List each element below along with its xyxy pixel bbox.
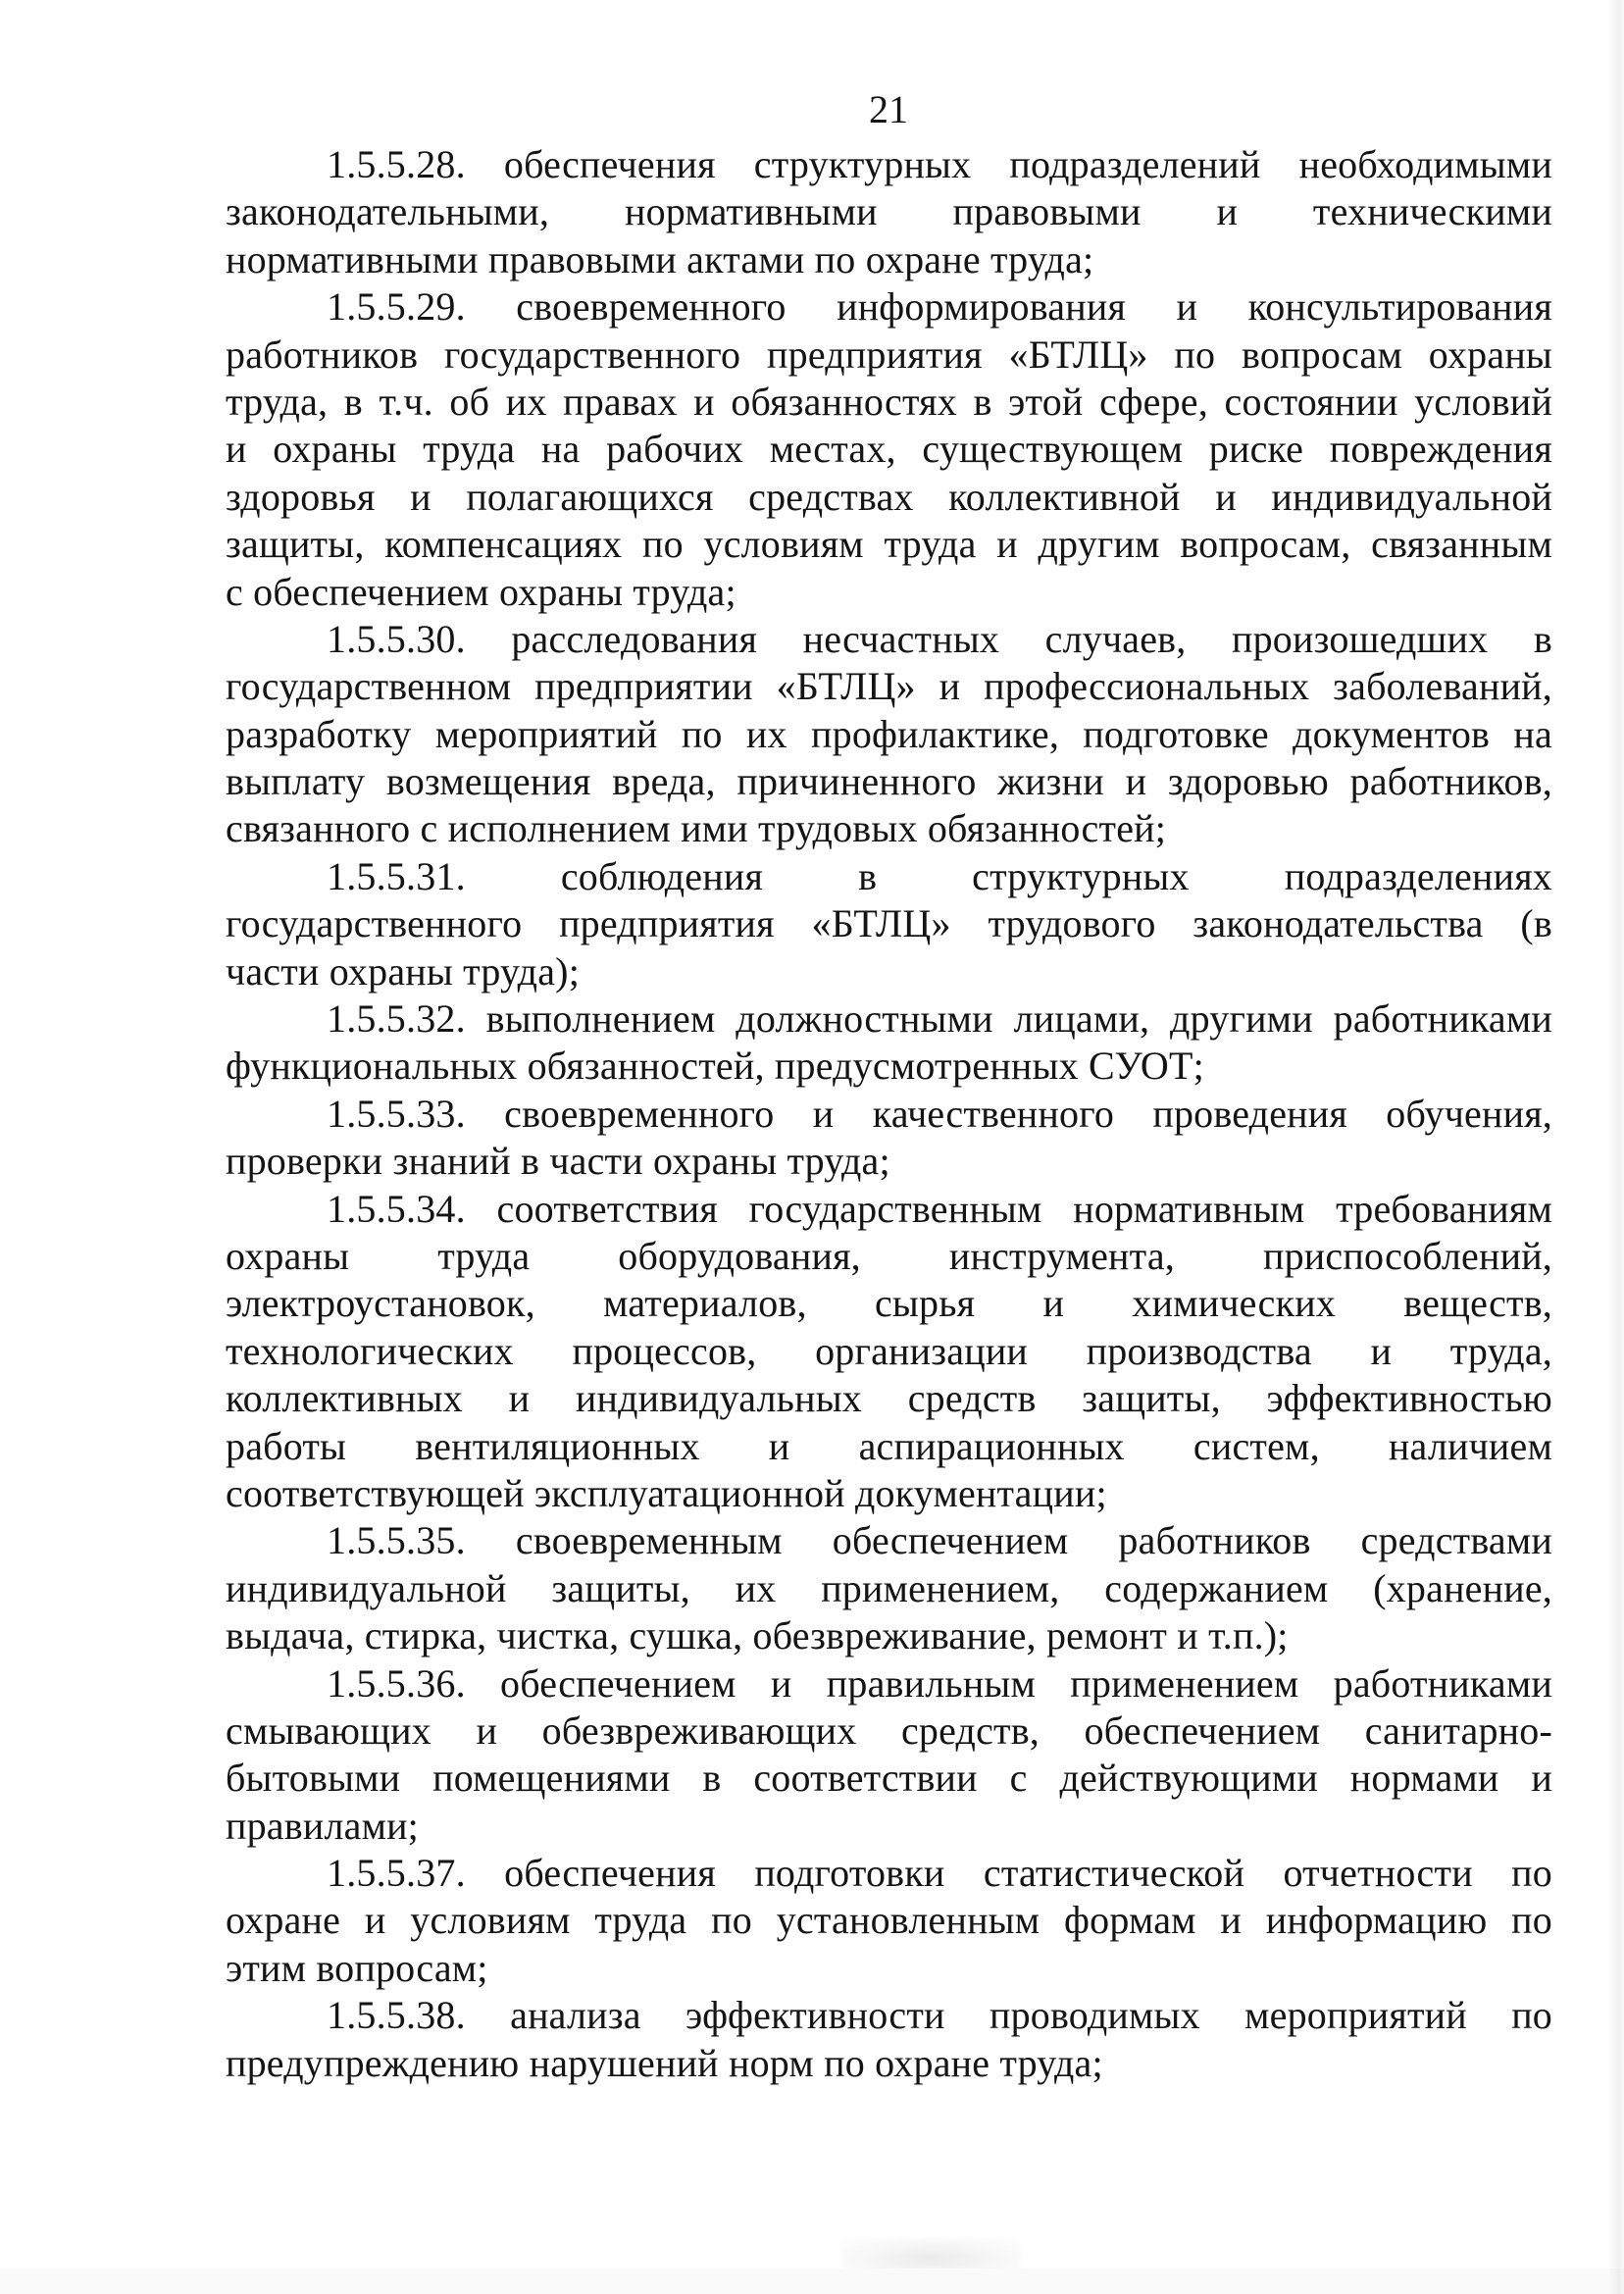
document-text	[226, 141, 1552, 2087]
scan-right-edge-shadow	[1608, 0, 1624, 2294]
text-line: 1.5.5.32. выполнением должностными лицами, другими работниками	[327, 996, 1552, 1042]
text-line: коллективных и индивидуальных средств защиты, эффективностью	[226, 1376, 1552, 1421]
text-line: законодательными, нормативными правовыми и техническими	[226, 189, 1552, 234]
text-line: 1.5.5.34. соответствия государственным нормативным требованиям	[327, 1186, 1552, 1231]
text-line: выплату возмещения вреда, причиненного жизни и здоровью работников,	[226, 759, 1552, 804]
text-line: 1.5.5.31. соблюдения в структурных подразделениях	[327, 853, 1552, 898]
text-line: труда, в т.ч. об их правах и обязанностях в этой сфере, состоянии условий	[226, 379, 1552, 424]
text-line: связанного с исполнением ими трудовых обязанностей;	[226, 806, 1167, 851]
text-line: проверки знаний в части охраны труда;	[226, 1139, 890, 1184]
text-line: нормативными правовыми актами по охране труда;	[226, 236, 1094, 281]
text-line: работников государственного предприятия «БТЛЦ» по вопросам охраны	[226, 331, 1552, 377]
text-line: 1.5.5.33. своевременного и качественного проведения обучения,	[327, 1091, 1552, 1136]
text-line: смывающих и обезвреживающих средств, обеспечением санитарно-	[226, 1708, 1552, 1753]
text-line: 1.5.5.29. своевременного информирования и консультирования	[327, 284, 1552, 330]
text-line: 1.5.5.35. своевременным обеспечением работников средствами	[327, 1518, 1552, 1563]
text-line: государственном предприятии «БТЛЦ» и профессиональных заболеваний,	[226, 664, 1552, 709]
text-line: здоровья и полагающихся средствах коллективной и индивидуальной	[226, 474, 1552, 519]
text-line: разработку мероприятий по их профилактике, подготовке документов на	[226, 711, 1552, 756]
text-line: работы вентиляционных и аспирационных систем, наличием	[226, 1423, 1552, 1468]
text-line: и охраны труда на рабочих местах, существующем риске повреждения	[226, 427, 1552, 472]
text-line: соответствующей эксплуатационной документации;	[226, 1470, 1107, 1515]
text-line: правилами;	[226, 1803, 419, 1848]
text-line: 1.5.5.37. обеспечения подготовки статистической отчетности по	[327, 1851, 1552, 1896]
text-line: бытовыми помещениями в соответствии с действующими нормами и	[226, 1756, 1552, 1801]
text-line: технологических процессов, организации производства и труда,	[226, 1328, 1552, 1373]
text-line: с обеспечением охраны труда;	[226, 569, 736, 614]
text-line: охране и условиям труда по установленным формам и информацию по	[226, 1898, 1552, 1943]
page-number: 21	[869, 87, 908, 131]
text-line: индивидуальной защиты, их применением, содержанием (хранение,	[226, 1565, 1552, 1610]
text-line: этим вопросам;	[226, 1945, 488, 1990]
text-line: функциональных обязанностей, предусмотренных СУОТ;	[226, 1044, 1204, 1089]
text-line: предупреждению нарушений норм по охране труда;	[226, 2040, 1103, 2085]
text-line: 1.5.5.38. анализа эффективности проводимых мероприятий по	[327, 1993, 1552, 2038]
text-line: 1.5.5.36. обеспечением и правильным применением работниками	[327, 1660, 1552, 1706]
scan-smudge-artifact	[843, 2239, 1020, 2278]
text-line: охраны труда оборудования, инструмента, приспособлений,	[226, 1233, 1552, 1278]
scan-bottom-shade	[0, 2269, 1624, 2294]
text-line: государственного предприятия «БТЛЦ» трудового законодательства (в	[226, 901, 1552, 946]
text-line: 1.5.5.30. расследования несчастных случаев, произошедших в	[327, 616, 1552, 661]
text-line: части охраны труда);	[226, 948, 581, 994]
text-line: выдача, стирка, чистка, сушка, обезвреживание, ремонт и т.п.);	[226, 1613, 1289, 1658]
text-line: защиты, компенсациях по условиям труда и другим вопросам, связанным	[226, 522, 1552, 567]
text-line: 1.5.5.28. обеспечения структурных подразделений необходимыми	[327, 142, 1552, 186]
text-line: электроустановок, материалов, сырья и химических веществ,	[226, 1281, 1552, 1326]
